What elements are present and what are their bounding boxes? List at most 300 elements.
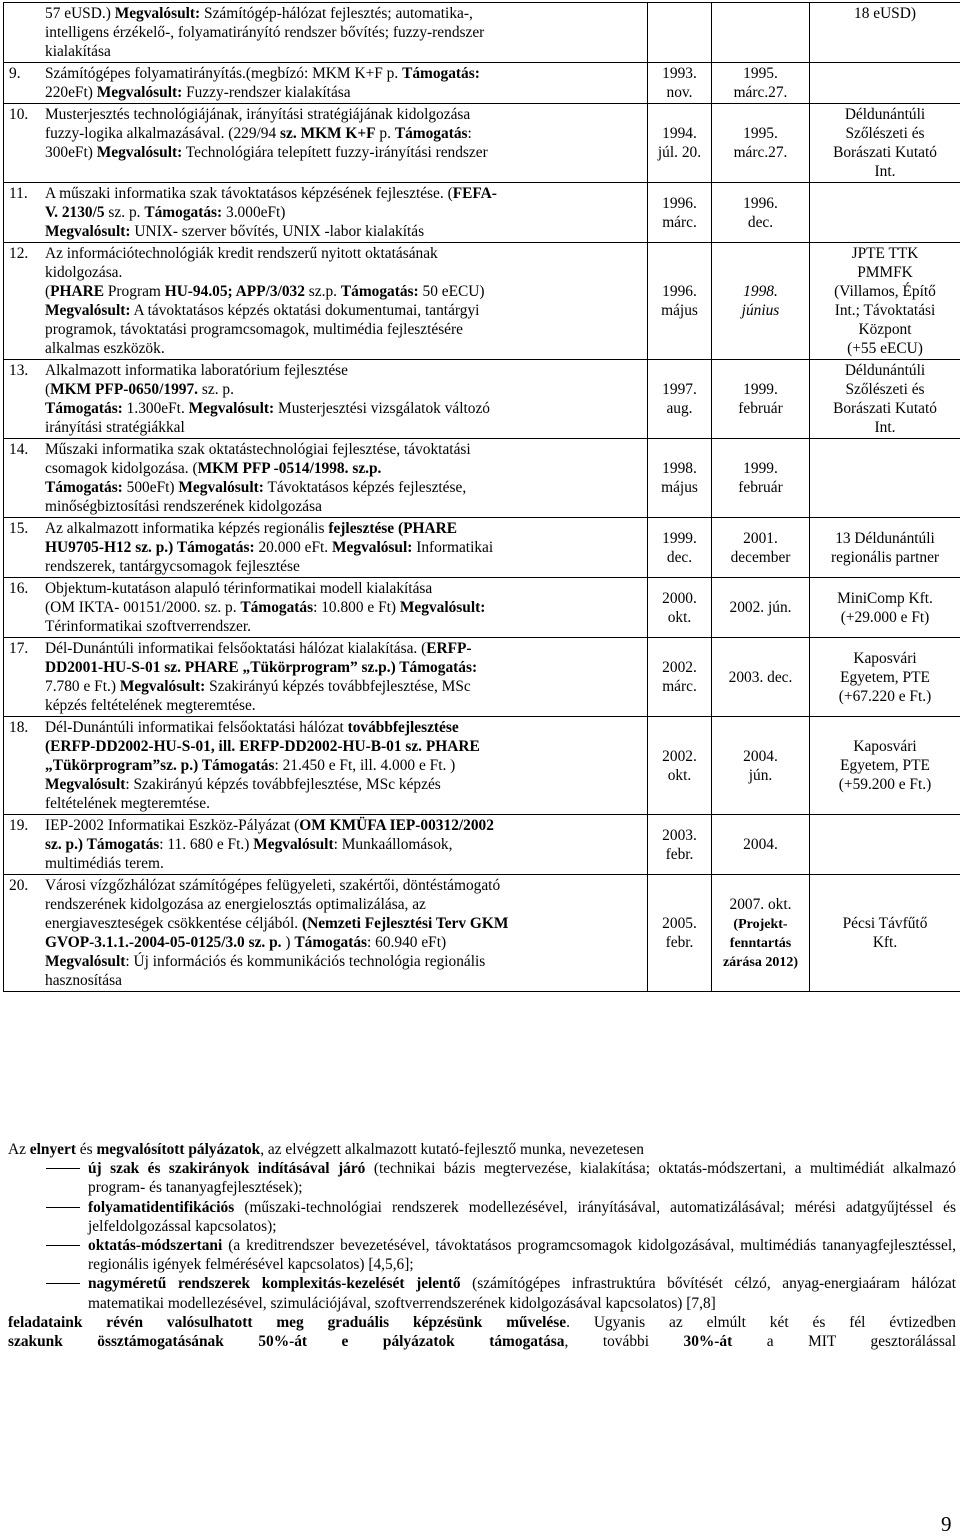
text-run: GVOP-3.1.1.-2004-05-0125/3.0 sz. p. bbox=[45, 934, 282, 951]
text-run: 50 eECU) bbox=[418, 283, 485, 300]
end-date-cell bbox=[712, 439, 810, 518]
text-line bbox=[45, 677, 641, 696]
text-line bbox=[45, 361, 641, 380]
table-row bbox=[4, 104, 960, 183]
text-run: 20.000 eFt. bbox=[254, 539, 333, 556]
project-number: 14. bbox=[9, 441, 29, 458]
text-run: elnyert bbox=[29, 1141, 76, 1158]
project-number: 20. bbox=[9, 877, 29, 894]
end-date-cell bbox=[712, 578, 810, 638]
text-line bbox=[45, 557, 641, 576]
text-run: sz. MKM K+F bbox=[280, 125, 376, 142]
table-row bbox=[4, 183, 960, 243]
table-row bbox=[4, 243, 960, 360]
summary-section bbox=[8, 1140, 956, 1351]
partner-cell bbox=[810, 360, 960, 439]
end-date-cell bbox=[712, 104, 810, 183]
cell-text: 1998. június bbox=[741, 283, 780, 319]
project-description-cell bbox=[4, 875, 648, 992]
cell-text: 1997. aug. bbox=[662, 381, 697, 417]
text-run: V. 2130/5 bbox=[45, 204, 105, 221]
text-run: megvalósított pályázatok bbox=[96, 1141, 261, 1158]
text-run: sz. p.) Támogatás bbox=[45, 836, 160, 853]
project-text bbox=[45, 244, 641, 358]
text-run: irányítási stratégiákkal bbox=[45, 419, 185, 436]
text-run: 7.780 e Ft.) bbox=[45, 678, 120, 695]
text-line bbox=[45, 971, 641, 990]
cell-text: (Projekt- fenntartás zárása 2012) bbox=[722, 917, 799, 970]
text-line bbox=[45, 459, 641, 478]
start-date-cell bbox=[648, 518, 712, 578]
cell-text: 2003. dec. bbox=[728, 668, 793, 686]
text-line bbox=[45, 320, 641, 339]
cell-text: 1999. február bbox=[738, 381, 783, 417]
cell-text: 2001. december bbox=[730, 529, 791, 566]
text-run: Megvalósult: bbox=[114, 5, 201, 22]
project-text bbox=[45, 105, 641, 162]
text-run: Támogatás: bbox=[402, 65, 480, 82]
text-run: sz. p. bbox=[198, 381, 234, 398]
text-run: feltételének megteremtése. bbox=[45, 795, 210, 812]
text-run: (műszaki-technológiai rendszerek modellezésével, irányításával, automatizálásával; mérési adatgyűjtéssel és jelfeldolgozással kapcsolatos); bbox=[88, 1198, 956, 1235]
text-run: Musterjesztés technológiájának, irányítási stratégiájának kidolgozása bbox=[45, 106, 471, 123]
cell-text: JPTE TTK PMMFK (Villamos, Építő Int.; Távoktatási Központ (+55 eECU) bbox=[834, 245, 936, 357]
text-run: Térinformatikai szoftverrendszer. bbox=[45, 618, 251, 635]
project-description-cell bbox=[4, 183, 648, 243]
cell-text: Pécsi Távfűtő Kft. bbox=[842, 915, 928, 951]
text-run: nagyméretű rendszerek komplexitás-kezelését jelentő bbox=[88, 1275, 461, 1293]
project-number: 13. bbox=[9, 362, 29, 379]
cell-text: 13 Déldunántúli regionális partner bbox=[830, 529, 940, 566]
text-run: Az alkalmazott informatika képzés regionális bbox=[45, 520, 329, 537]
table-row bbox=[4, 875, 960, 992]
project-number: 9. bbox=[9, 65, 21, 82]
text-run: folyamatidentifikációs bbox=[88, 1198, 235, 1216]
closing-line-1 bbox=[8, 1313, 956, 1332]
text-run: Távoktatásos képzés fejlesztése, bbox=[263, 479, 467, 496]
cell-text: 2007. okt. bbox=[729, 896, 792, 913]
text-run: Támogatás bbox=[394, 125, 468, 142]
text-run: 1.300eFt. bbox=[122, 400, 189, 417]
dash-marker bbox=[46, 1283, 80, 1284]
project-description-cell bbox=[4, 638, 648, 717]
end-date-cell bbox=[712, 360, 810, 439]
text-run: Támogatás: bbox=[45, 479, 123, 496]
text-run: MKM PFP-0650/1997. bbox=[50, 381, 199, 398]
text-run: (OM IKTA- 00151/2000. sz. p. bbox=[45, 599, 241, 616]
start-date-cell bbox=[648, 243, 712, 360]
text-run: : 60.940 eFt) bbox=[367, 934, 447, 951]
text-run: Városi vízgőzhálózat számítógépes felügyeleti, szakértői, döntéstámogató bbox=[45, 877, 501, 894]
text-line bbox=[45, 497, 641, 516]
text-run: : 21.450 e Ft, ill. 4.000 e Ft. ) bbox=[274, 757, 456, 774]
text-line bbox=[45, 478, 641, 497]
text-line bbox=[45, 42, 641, 61]
start-date-cell bbox=[648, 578, 712, 638]
text-run: Megvalósult: bbox=[96, 84, 183, 101]
text-run: (ERFP-DD2002-HU-S-01, ill. ERFP-DD2002-HU-B-01 sz. PHARE bbox=[45, 738, 480, 755]
text-line bbox=[45, 933, 641, 952]
start-date-cell bbox=[648, 183, 712, 243]
text-run: HU9705-H12 sz. p.) Támogatás: bbox=[45, 539, 255, 556]
text-line bbox=[45, 23, 641, 42]
text-line bbox=[45, 418, 641, 437]
text-line bbox=[45, 775, 641, 794]
project-number: 18. bbox=[9, 719, 29, 736]
text-run: ( bbox=[45, 381, 51, 398]
text-run: oktatás-módszertani bbox=[88, 1237, 223, 1255]
text-run: 57 eUSD.) bbox=[45, 5, 115, 22]
text-run: Támogatás bbox=[240, 599, 314, 616]
cell-text: 1994. júl. 20. bbox=[657, 125, 702, 161]
text-line bbox=[45, 105, 641, 124]
project-text bbox=[45, 639, 641, 715]
text-run: UNIX- szerver bővítés, UNIX -labor kialakítás bbox=[130, 223, 425, 240]
text-line bbox=[45, 64, 641, 83]
text-run: rendszerek, tantárgycsomagok fejlesztése bbox=[45, 558, 300, 575]
text-run: 220eFt) bbox=[45, 84, 97, 101]
summary-bullet bbox=[8, 1274, 956, 1312]
text-run: Számítógépes folyamatirányítás.(megbízó: bbox=[45, 65, 313, 82]
text-line bbox=[45, 301, 641, 320]
cell-text: 2003. febr. bbox=[662, 826, 697, 863]
text-line bbox=[45, 184, 641, 203]
text-run: kidolgozása. bbox=[45, 264, 123, 281]
text-run: Támogatás: bbox=[45, 400, 123, 417]
project-text bbox=[45, 4, 641, 61]
text-line bbox=[45, 794, 641, 813]
text-run: Műszaki informatika szak oktatástechnológiai fejlesztése, távoktatási bbox=[45, 441, 471, 458]
summary-intro bbox=[8, 1140, 956, 1159]
text-run: (számítógépes infrastruktúra bővítését célzó, anyag-energiaáram hálózat matematikai modellezésével, szimulációjával, szoftverrendszerének kidolgozásával kapcsolatos) [7,8] bbox=[88, 1275, 956, 1312]
text-run: fuzzy-logika alkalmazásával. (229/94 bbox=[45, 125, 281, 142]
dash-marker bbox=[46, 1245, 80, 1246]
summary-bullet bbox=[8, 1198, 956, 1236]
project-text bbox=[45, 440, 641, 516]
cell-text: 2004. bbox=[743, 836, 778, 853]
project-description-cell bbox=[4, 815, 648, 875]
project-text bbox=[45, 519, 641, 576]
text-run: . Ugyanis az elmúlt két és fél évtizedben bbox=[566, 1313, 956, 1331]
text-run: Támogatás bbox=[294, 934, 368, 951]
text-run: képzés feltételének megteremtése. bbox=[45, 697, 256, 714]
project-text bbox=[45, 876, 641, 990]
text-line bbox=[45, 737, 641, 756]
table-row bbox=[4, 518, 960, 578]
text-line bbox=[45, 639, 641, 658]
summary-bullet bbox=[8, 1159, 956, 1197]
text-run: Megvalósult: bbox=[119, 678, 206, 695]
text-run: hasznosítása bbox=[45, 972, 122, 989]
text-run: ERFP- bbox=[426, 640, 472, 657]
text-run: Támogatás: bbox=[340, 283, 419, 300]
text-run: HU-94.05; APP/3/032 bbox=[164, 283, 305, 300]
text-run: Alkalmazott informatika laboratórium fejlesztése bbox=[45, 362, 348, 379]
text-line bbox=[45, 4, 641, 23]
end-date-cell bbox=[712, 3, 810, 63]
project-description-cell bbox=[4, 578, 648, 638]
cell-text: 1996. márc. bbox=[662, 194, 697, 231]
text-run: a MIT gesztorálással bbox=[732, 1333, 956, 1351]
table-row bbox=[4, 578, 960, 638]
text-line bbox=[45, 380, 641, 399]
text-run: fejlesztése (PHARE bbox=[328, 520, 457, 537]
table-row bbox=[4, 815, 960, 875]
text-run: sz.p. bbox=[304, 283, 341, 300]
project-description-cell bbox=[4, 717, 648, 815]
cell-text: Kaposvári Egyetem, PTE (+67.220 e Ft.) bbox=[838, 649, 932, 705]
cell-text: 1993. nov. bbox=[662, 65, 697, 101]
cell-text: 2002. okt. bbox=[662, 747, 697, 784]
text-run: p. bbox=[382, 65, 403, 82]
partner-cell bbox=[810, 183, 960, 243]
cell-text: 1999. dec. bbox=[662, 529, 697, 566]
project-number: 11. bbox=[9, 185, 28, 202]
cell-text: 2000. okt. bbox=[662, 589, 697, 626]
text-run: IEP-2002 Informatikai Eszköz-Pályázat ( bbox=[45, 817, 300, 834]
text-run: Megvalósult bbox=[45, 953, 126, 970]
text-line bbox=[45, 244, 641, 263]
text-line bbox=[45, 617, 641, 636]
project-number: 16. bbox=[9, 580, 29, 597]
projects-table bbox=[3, 2, 960, 992]
text-run: p. bbox=[375, 125, 395, 142]
text-run: 3.000eFt) bbox=[222, 204, 286, 221]
project-number: 19. bbox=[9, 817, 29, 834]
text-run: A műszaki informatika szak távoktatásos képzésének fejlesztése. ( bbox=[45, 185, 453, 202]
end-date-cell bbox=[712, 518, 810, 578]
text-run: Az bbox=[8, 1141, 30, 1158]
text-line bbox=[45, 440, 641, 459]
cell-text: 1996. dec. bbox=[743, 194, 778, 231]
dash-marker bbox=[46, 1168, 80, 1169]
text-run: Számítógép-hálózat fejlesztés; automatika-, bbox=[200, 5, 473, 22]
text-line bbox=[45, 718, 641, 737]
text-line bbox=[45, 124, 641, 143]
text-line bbox=[45, 835, 641, 854]
partner-cell bbox=[810, 518, 960, 578]
project-text bbox=[45, 361, 641, 437]
cell-text: 1998. május bbox=[661, 460, 698, 496]
text-line bbox=[45, 579, 641, 598]
partner-cell bbox=[810, 439, 960, 518]
table-row bbox=[4, 63, 960, 104]
text-line bbox=[45, 519, 641, 538]
partner-cell bbox=[810, 63, 960, 104]
text-run: Megvalósult: bbox=[178, 479, 264, 496]
project-number: 15. bbox=[9, 520, 29, 537]
cell-text: 2002. márc. bbox=[662, 659, 697, 695]
start-date-cell bbox=[648, 63, 712, 104]
project-description-cell bbox=[4, 63, 648, 104]
table-row bbox=[4, 3, 960, 63]
text-run: (Nemzeti Fejlesztési Terv GKM bbox=[301, 915, 509, 932]
text-run: 500eFt) bbox=[122, 479, 179, 496]
text-line bbox=[45, 538, 641, 557]
text-run: intelligens érzékelő-, folyamatirányító rendszer bővítés; fuzzy-rendszer bbox=[45, 24, 485, 41]
text-line bbox=[45, 952, 641, 971]
text-run: MKM K+F bbox=[312, 65, 383, 82]
text-run: DD2001-HU-S-01 sz. PHARE „Tükörprogram” sz.p.) Támogatás: bbox=[45, 659, 478, 676]
end-date-cell bbox=[712, 243, 810, 360]
text-run: Technológiára telepített fuzzy-irányítási rendszer bbox=[182, 144, 488, 161]
cell-text: Kaposvári Egyetem, PTE (+59.200 e Ft.) bbox=[838, 738, 932, 793]
text-run: , további bbox=[564, 1333, 684, 1351]
text-run: továbbfejlesztése bbox=[347, 719, 459, 736]
text-run: 300eFt) bbox=[45, 144, 97, 161]
project-text bbox=[45, 816, 641, 873]
text-line bbox=[45, 339, 641, 358]
partner-cell bbox=[810, 243, 960, 360]
cell-text: 18 eUSD) bbox=[854, 5, 916, 22]
summary-bullet-list bbox=[8, 1159, 956, 1313]
text-run: csomagok kidolgozása. ( bbox=[45, 460, 198, 477]
text-line bbox=[45, 914, 641, 933]
cell-text: 2002. jún. bbox=[729, 599, 792, 616]
project-text bbox=[45, 718, 641, 813]
project-description-cell bbox=[4, 3, 648, 63]
start-date-cell bbox=[648, 104, 712, 183]
text-run: Megvalósult: bbox=[96, 144, 183, 161]
start-date-cell bbox=[648, 638, 712, 717]
text-run: 30%-át bbox=[683, 1333, 733, 1351]
project-description-cell bbox=[4, 104, 648, 183]
end-date-cell bbox=[712, 638, 810, 717]
partner-cell bbox=[810, 717, 960, 815]
text-run: PHARE bbox=[50, 283, 105, 300]
text-line bbox=[45, 598, 641, 617]
text-run: szakunk össztámogatásának 50%-át e pályázatok támogatása bbox=[8, 1333, 565, 1351]
text-run: energiaveszteségek csökkentése céljából. bbox=[45, 915, 302, 932]
text-run: : bbox=[467, 125, 472, 142]
start-date-cell bbox=[648, 875, 712, 992]
text-run: : 10.800 e Ft) bbox=[313, 599, 400, 616]
project-number: 17. bbox=[9, 640, 29, 657]
text-line bbox=[45, 222, 641, 241]
text-run: sz. p. bbox=[104, 204, 145, 221]
cell-text: 2005. febr. bbox=[662, 915, 697, 951]
text-run: : Munkaállomások, bbox=[333, 836, 453, 853]
text-run: Megvalósul: bbox=[332, 539, 413, 556]
text-run: (technikai bázis megtervezése, kialakítása; oktatás-módszertani, a multimédiát alkalmazó program- és tananyagfejlesztések); bbox=[88, 1160, 956, 1197]
end-date-cell bbox=[712, 875, 810, 992]
text-run: Megvalósult bbox=[253, 836, 334, 853]
text-run: Az információtechnológiák kredit rendszerű nyitott oktatásának bbox=[45, 245, 438, 262]
cell-text: Déldunántúli Szőlészeti és Borászati Kutató Int. bbox=[833, 362, 937, 436]
start-date-cell bbox=[648, 3, 712, 63]
table-row bbox=[4, 360, 960, 439]
cell-text: MiniComp Kft. (+29.000 e Ft) bbox=[837, 589, 933, 626]
text-line bbox=[45, 658, 641, 677]
text-line bbox=[45, 876, 641, 895]
project-number: 10. bbox=[9, 106, 29, 123]
project-description-cell bbox=[4, 243, 648, 360]
text-run: feladataink révén valósulhatott meg graduális képzésünk művelése bbox=[8, 1313, 567, 1331]
page-number: 9 bbox=[941, 1512, 952, 1536]
text-run: multimédiás terem. bbox=[45, 855, 164, 872]
project-text bbox=[45, 184, 641, 241]
start-date-cell bbox=[648, 717, 712, 815]
project-description-cell bbox=[4, 518, 648, 578]
text-run: ) bbox=[281, 934, 295, 951]
text-run: Dél-Dunántúli informatikai felsőoktatási hálózat kialakítása. ( bbox=[45, 640, 427, 657]
text-run: Támogatás: bbox=[144, 204, 223, 221]
text-run: kialakítása bbox=[45, 43, 111, 60]
dash-marker bbox=[46, 1207, 80, 1208]
text-run: FEFA- bbox=[452, 185, 497, 202]
end-date-cell bbox=[712, 717, 810, 815]
text-run: Program bbox=[104, 283, 165, 300]
cell-text: 2004. jún. bbox=[743, 747, 778, 784]
start-date-cell bbox=[648, 439, 712, 518]
end-date-cell bbox=[712, 63, 810, 104]
table-row bbox=[4, 439, 960, 518]
text-run: alkalmas eszközök. bbox=[45, 340, 165, 357]
project-number: 12. bbox=[9, 245, 29, 262]
text-line bbox=[45, 895, 641, 914]
text-line bbox=[45, 696, 641, 715]
partner-cell bbox=[810, 638, 960, 717]
project-text bbox=[45, 64, 641, 102]
text-run: minőségbiztosítási rendszerének kidolgozása bbox=[45, 498, 322, 515]
project-text bbox=[45, 579, 641, 636]
text-run: (a kreditrendszer bevezetésével, távoktatásos programcsomagok kidolgozásával, multimédiás tananyagfejlesztéssel, regionális igények felmérésével kapcsolatos) [4,5,6]; bbox=[88, 1237, 956, 1274]
text-run: MKM PFP -0514/1998. sz.p. bbox=[197, 460, 382, 477]
closing-line-2 bbox=[8, 1332, 956, 1351]
table-row bbox=[4, 717, 960, 815]
text-line bbox=[45, 83, 641, 102]
text-run: új szak és szakirányok indításával járó bbox=[88, 1160, 366, 1178]
text-run: rendszerének kidolgozása az energielosztás optimalizálása, az bbox=[45, 896, 426, 913]
text-line bbox=[45, 816, 641, 835]
partner-cell bbox=[810, 578, 960, 638]
text-run: Megvalósult: bbox=[45, 302, 131, 319]
text-run: Fuzzy-rendszer kialakítása bbox=[182, 84, 351, 101]
text-run: programok, távoktatási programcsomagok, multimédia fejlesztésére bbox=[45, 321, 463, 338]
text-run: : Új információs és kommunikációs technológia regionális bbox=[125, 953, 486, 970]
text-run: OM KMÜFA IEP-00312/2002 bbox=[299, 817, 494, 834]
text-run: A távoktatásos képzés oktatási dokumentumai, tantárgyi bbox=[130, 302, 480, 319]
project-description-cell bbox=[4, 439, 648, 518]
text-line bbox=[45, 143, 641, 162]
start-date-cell bbox=[648, 815, 712, 875]
text-run: Musterjesztési vizsgálatok változó bbox=[274, 400, 490, 417]
text-run: „Tükörprogram”sz. p.) Támogatás bbox=[45, 757, 275, 774]
partner-cell bbox=[810, 875, 960, 992]
text-line bbox=[45, 399, 641, 418]
text-run: : 11. 680 e Ft.) bbox=[159, 836, 254, 853]
text-line bbox=[45, 263, 641, 282]
text-run: ( bbox=[45, 283, 51, 300]
partner-cell bbox=[810, 104, 960, 183]
text-run: Szakirányú képzés továbbfejlesztése, MSc bbox=[205, 678, 471, 695]
summary-bullet bbox=[8, 1236, 956, 1274]
end-date-cell bbox=[712, 815, 810, 875]
text-line bbox=[45, 854, 641, 873]
end-date-cell bbox=[712, 183, 810, 243]
text-run: és bbox=[75, 1141, 97, 1158]
cell-text: 1996. május bbox=[661, 283, 698, 319]
text-run: , az elvégzett alkalmazott kutató-fejlesztő munka, nevezetesen bbox=[260, 1141, 644, 1158]
text-line bbox=[45, 203, 641, 222]
text-run: Megvalósult: bbox=[188, 400, 275, 417]
cell-text: Déldunántúli Szőlészeti és Borászati Kutató Int. bbox=[833, 106, 937, 180]
project-description-cell bbox=[4, 360, 648, 439]
text-line bbox=[45, 756, 641, 775]
text-run: : Szakirányú képzés továbbfejlesztése, MSc képzés bbox=[125, 776, 441, 793]
partner-cell bbox=[810, 3, 960, 63]
text-line bbox=[45, 282, 641, 301]
